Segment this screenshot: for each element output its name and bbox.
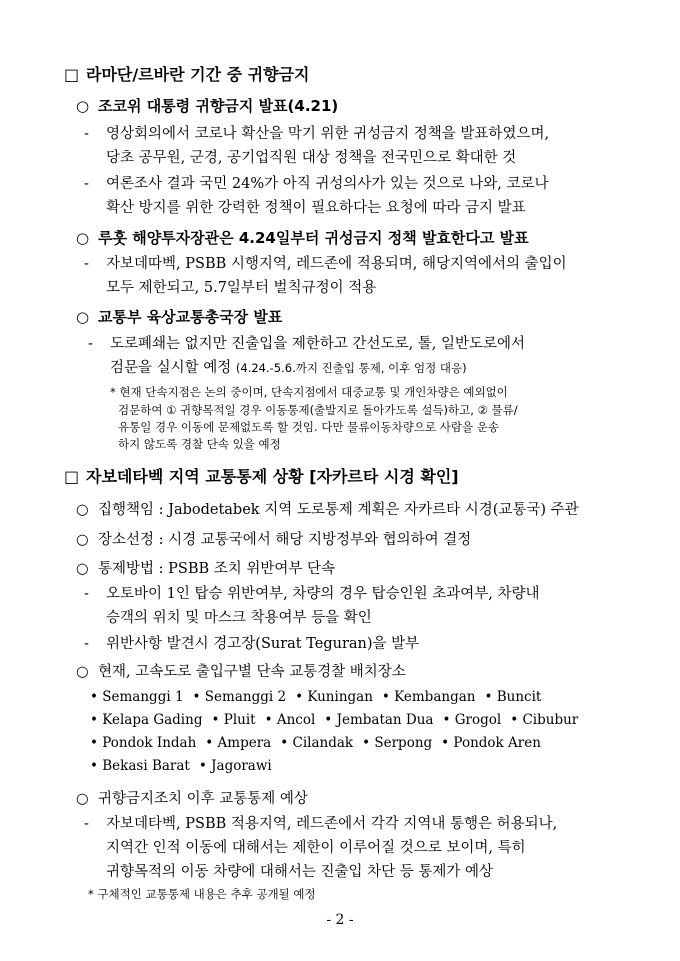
text-line: - 여론조사 결과 국민 24%가 아직 귀성의사가 있는 것으로 나와, 코로나 (84, 176, 549, 192)
checkbox-bullet: □ (64, 65, 80, 84)
list-item: • Semanggi 1 (90, 689, 184, 705)
checkpoint-list-row (90, 758, 281, 774)
text-line: - 오토바이 1인 탑승 위반여부, 차량의 경우 탑승인원 초과여부, 차량내 (84, 586, 540, 602)
list-item: • Jembatan Dua (324, 712, 433, 728)
note-line: 하지 않도록 경찰 단속 있을 예정 (118, 437, 281, 451)
list-item: • Cibubur (510, 712, 578, 728)
text-line: 확산 방지를 위한 강력한 정책이 필요하다는 요청에 따라 금지 발표 (106, 200, 526, 216)
list-item: • Pondok Indah (90, 735, 196, 751)
list-item: • Grogol (442, 712, 501, 728)
list-item: • Ancol (265, 712, 316, 728)
note-line: * 구체적인 교통통제 내용은 추후 공개될 예정 (88, 887, 316, 901)
text-line: - 위반사항 발견시 경고장(Surat Teguran)을 발부 (84, 636, 420, 652)
list-item: • Semanggi 2 (193, 689, 287, 705)
list-item: • Serpong (362, 735, 432, 751)
text-line: - 도로폐쇄는 없지만 진출입을 제한하고 간선도로, 톨, 일반도로에서 (88, 336, 526, 352)
list-item: • Ampera (205, 735, 271, 751)
item-checkpoints: ○ 현재, 고속도로 출입구별 단속 교통경찰 배치장소 (76, 664, 406, 680)
section-heading-ramadan: □ 라마단/르바란 기간 중 귀향금지 (64, 65, 310, 84)
text-line: - 영상회의에서 코로나 확산을 막기 위한 귀성금지 정책을 발표하였으며, (84, 126, 550, 142)
note-line: 검문하여 ① 귀향목적일 경우 이동통제(출발지로 돌아가도록 설득)하고, ② 물류/ (118, 403, 518, 417)
item-responsible: ○ 집행책임 : Jabodetabek 지역 도로통제 계획은 자카르타 시경(교통국) 주관 (76, 502, 579, 518)
text-line: - 자보데타벡, PSBB 적용지역, 레드존에서 각각 지역내 통행은 허용되나, (84, 816, 558, 832)
item-method: ○ 통제방법 : PSBB 조치 위반여부 단속 (76, 561, 336, 577)
text-line: 검문을 실시할 예정 (4.24.-5.6.까지 진출입 통제, 이후 엄정 대응) (110, 360, 467, 376)
subheading-transport-ministry: ○ 교통부 육상교통총국장 발표 (76, 308, 283, 326)
item-location: ○ 장소선정 : 시경 교통국에서 해당 지방정부와 협의하여 결정 (76, 532, 472, 548)
text-line: 당초 공무원, 군경, 공기업직원 대상 정책을 전국민으로 확대한 것 (106, 150, 517, 166)
note-line: 유통일 경우 이동에 문제없도록 할 것임. 다만 물류이동차량으로 사람을 운송 (118, 420, 499, 434)
text-line: 승객의 위치 및 마스크 착용여부 등을 확인 (106, 610, 372, 626)
list-item: • Kelapa Gading (90, 712, 202, 728)
list-item: • Jagorawi (199, 758, 272, 774)
list-item: • Kuningan (295, 689, 373, 705)
text-line: - 자보데따벡, PSBB 시행지역, 레드존에 적용되며, 해당지역에서의 출입이 (84, 256, 567, 272)
list-item: • Pondok Aren (441, 735, 541, 751)
subheading-luhut: ○ 루훗 해양투자장관은 4.24일부터 귀성금지 정책 발효한다고 발표 (76, 229, 529, 247)
checkpoint-list-row (90, 712, 587, 728)
checkpoint-list-row (90, 735, 550, 751)
list-item: • Bekasi Barat (90, 758, 190, 774)
subheading-president: ○ 조코위 대통령 귀향금지 발표(4.21) (76, 97, 339, 115)
item-outlook: ○ 귀향금지조치 이후 교통통제 예상 (76, 791, 308, 807)
note-line: * 현재 단속지점은 논의 중이며, 단속지점에서 대중교통 및 개인차량은 예외없이 (110, 385, 508, 399)
text-line: 귀향목적의 이동 차량에 대해서는 진출입 차단 등 통제가 예상 (106, 864, 494, 880)
list-item: • Kembangan (382, 689, 476, 705)
text-line: 지역간 인적 이동에 대해서는 제한이 이루어질 것으로 보이며, 특히 (106, 840, 526, 856)
checkpoint-list-row (90, 689, 550, 705)
text-line: 모두 제한되고, 5.7일부터 벌칙규정이 적용 (106, 280, 377, 296)
list-item: • Buncit (484, 689, 541, 705)
page-number: - 2 - (326, 912, 354, 928)
list-item: • Cilandak (280, 735, 353, 751)
list-item: • Pluit (211, 712, 255, 728)
section-heading-jabodetabek: □ 자보데타벡 지역 교통통제 상황 [자카르타 시경 확인] (64, 467, 459, 486)
